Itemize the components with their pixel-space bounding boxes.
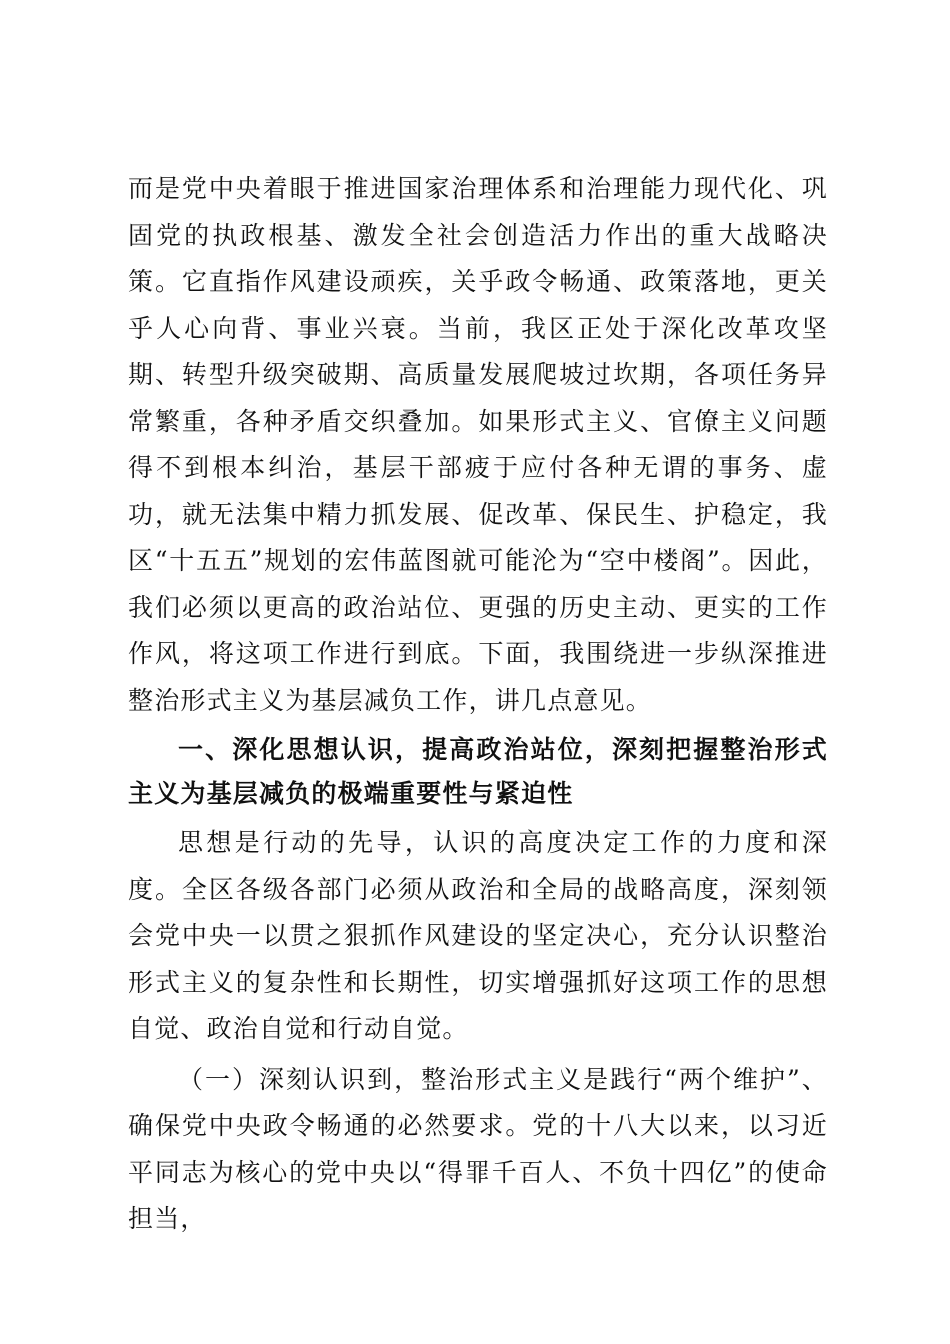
paragraph-subsection-1: （一）深刻认识到，整治形式主义是践行“两个维护”、确保党中央政令畅通的必然要求。党的十八大以来，以习近平同志为核心的党中央以“得罪千百人、不负十四亿”的使命担当，: [128, 1064, 828, 1233]
paragraph-intro-continued: 而是党中央着眼于推进国家治理体系和治理能力现代化、巩固党的执政根基、激发全社会创造活力作出的重大战略决策。它直指作风建设顽疾，关乎政令畅通、政策落地，更关乎人心向背、事业兴衰。当前，我区正处于深化改革攻坚期、转型升级突破期、高质量发展爬坡过坎期，各项任务异常繁重，各种矛盾交织叠加。如果形式主义、官僚主义问题得不到根本纠治，基层干部疲于应付各种无谓的事务、虚功，就无法集中精力抓发展、促改革、保民生、护稳定，我区“十五五”规划的宏伟蓝图就可能沦为“空中楼阁”。因此，我们必须以更高的政治站位、更强的历史主动、更实的工作作风，将这项工作进行到底。下面，我围绕进一步纵深推进整治形式主义为基层减负工作，讲几点意见。: [128, 174, 828, 715]
document-body: [128, 166, 828, 1243]
section-heading-1: 一、深化思想认识，提高政治站位，深刻把握整治形式主义为基层减负的极端重要性与紧迫性: [128, 735, 828, 808]
paragraph-section-1-intro: 思想是行动的先导，认识的高度决定工作的力度和深度。全区各级各部门必须从政治和全局的战略高度，深刻领会党中央一以贯之狠抓作风建设的坚定决心，充分认识整治形式主义的复杂性和长期性，切实增强抓好这项工作的思想自觉、政治自觉和行动自觉。: [128, 828, 828, 1043]
